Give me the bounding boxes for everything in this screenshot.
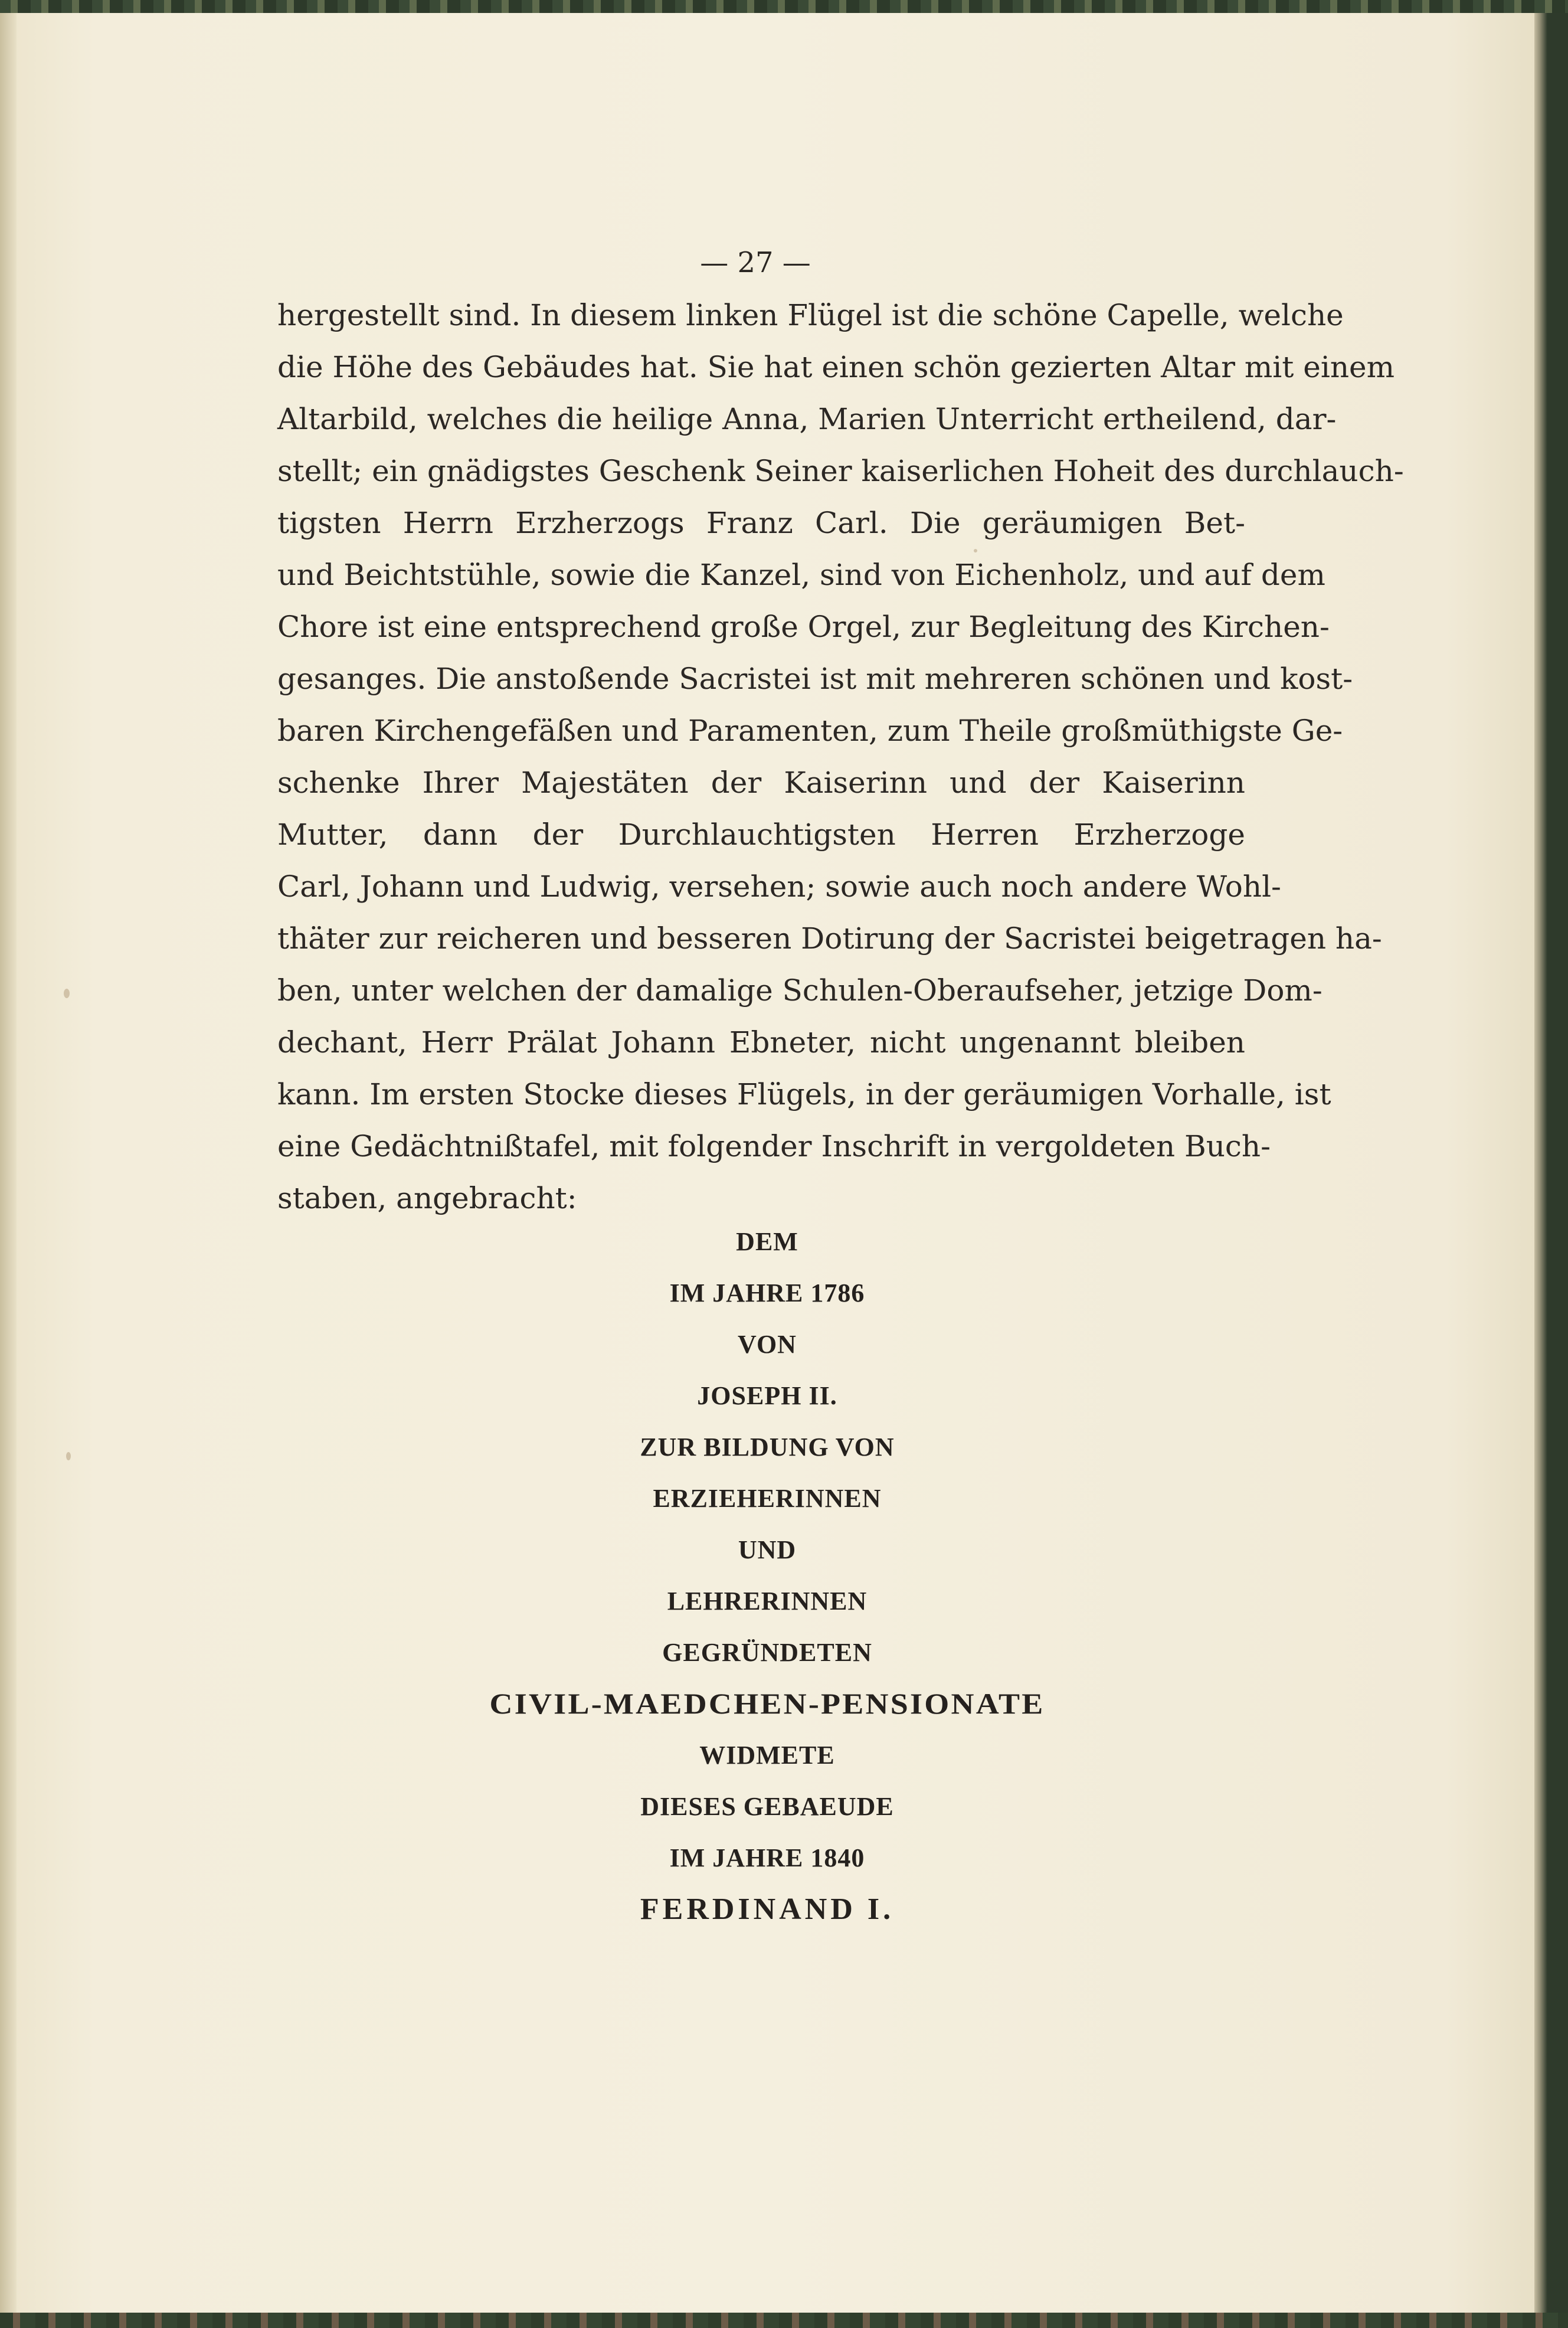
text-line: die Höhe des Gebäudes hat. Sie hat einen schön gezierten Altar mit einem: [277, 350, 1395, 384]
text-line: Carl, Johann und Ludwig, versehen; sowie auch noch andere Wohl-: [277, 869, 1281, 904]
text-line: tigsten Herrn Erzherzogs Franz Carl. Die geräumigen Bet-: [277, 506, 1245, 540]
page-number: — 27 —: [700, 246, 811, 279]
text-line: ben, unter welchen der damalige Schulen-Oberaufseher, jetzige Dom-: [277, 973, 1323, 1008]
inscription-line: VON: [738, 1330, 797, 1359]
inscription-signature: FERDINAND I.: [640, 1892, 895, 1926]
text-line: baren Kirchengefäßen und Paramenten, zum Theile großmüthigste Ge-: [277, 714, 1343, 748]
text-line: thäter zur reicheren und besseren Dotirung der Sacristei beigetragen ha-: [277, 921, 1382, 956]
text-line: eine Gedächtnißtafel, mit folgender Inschrift in vergoldeten Buch-: [277, 1129, 1271, 1163]
inscription-line: IM JAHRE 1786: [669, 1279, 865, 1307]
text-line: stellt; ein gnädigstes Geschenk Seiner kaiserlichen Hoheit des durchlauch-: [277, 454, 1404, 488]
page-edge-bottom: [0, 2313, 1568, 2328]
inscription-line: GEGRÜNDETEN: [662, 1638, 872, 1667]
text-line: Chore ist eine entsprechend große Orgel, zur Begleitung des Kirchen-: [277, 610, 1330, 644]
foxing-spot: [66, 1452, 71, 1460]
text-line: staben, angebracht:: [277, 1181, 577, 1215]
inscription-line: DIESES GEBAEUDE: [640, 1792, 894, 1821]
text-line: Altarbild, welches die heilige Anna, Marien Unterricht ertheilend, dar-: [277, 402, 1337, 436]
inscription-line: IM JAHRE 1840: [669, 1843, 865, 1872]
inscription-line: UND: [738, 1535, 797, 1564]
inscription-line: LEHRERINNEN: [667, 1587, 868, 1616]
text-line: und Beichtstühle, sowie die Kanzel, sind von Eichenholz, und auf dem: [277, 558, 1325, 592]
binding-edge: [0, 0, 17, 2328]
inscription-line: ERZIEHERINNEN: [653, 1484, 882, 1513]
foxing-spot: [64, 989, 70, 998]
inscription-line: ZUR BILDUNG VON: [640, 1433, 895, 1461]
text-line: gesanges. Die anstoßende Sacristei ist mit mehreren schönen und kost-: [277, 662, 1353, 696]
text-line: hergestellt sind. In diesem linken Flügel ist die schöne Capelle, welche: [277, 298, 1344, 332]
text-line: kann. Im ersten Stocke dieses Flügels, in der geräumigen Vorhalle, ist: [277, 1077, 1331, 1111]
page-edge-top: [0, 0, 1568, 13]
text-line: schenke Ihrer Majestäten der Kaiserinn und der Kaiserinn: [277, 766, 1245, 800]
body-text: [277, 289, 1404, 1224]
text-line: dechant, Herr Prälat Johann Ebneter, nicht ungenannt bleiben: [277, 1025, 1245, 1060]
memorial-inscription: [413, 1216, 1121, 1935]
text-line: Mutter, dann der Durchlauchtigsten Herren Erzherzoge: [277, 818, 1245, 852]
inscription-line: JOSEPH II.: [697, 1381, 837, 1410]
inscription-heading: CIVIL-MAEDCHEN-PENSIONATE: [489, 1687, 1045, 1720]
page-edge-right: [1534, 0, 1568, 2328]
inscription-line: WIDMETE: [699, 1741, 835, 1770]
inscription-line: DEM: [736, 1227, 798, 1256]
